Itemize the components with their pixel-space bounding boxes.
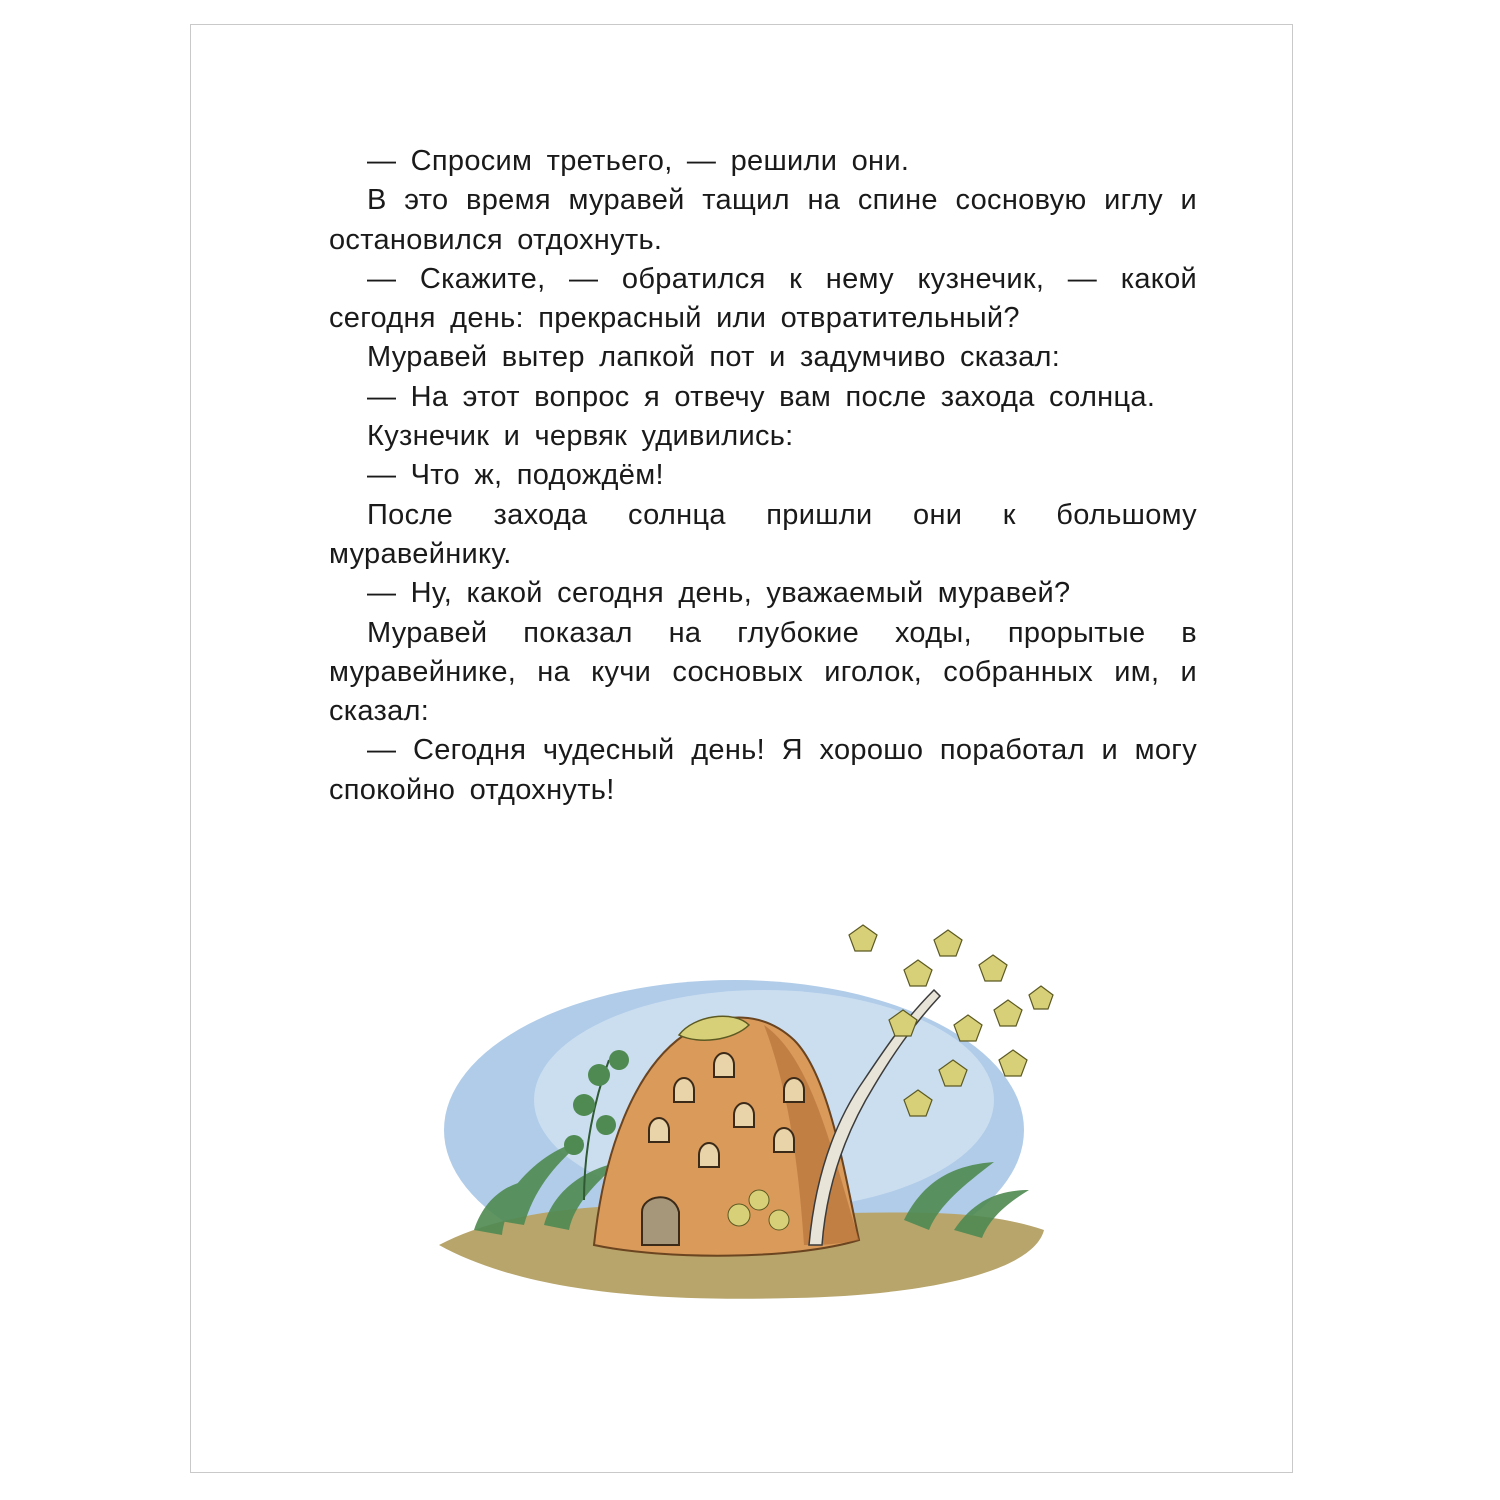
- paragraph: Муравей вытер лапкой пот и задумчиво сказал:: [367, 341, 1061, 374]
- book-page: [190, 24, 1293, 1473]
- paragraph: После захода солнца пришли они к большому муравейнику.: [329, 498, 1197, 570]
- anthill-door: [642, 1197, 679, 1245]
- anthill-illustration: [434, 900, 1054, 1320]
- paragraph: — Скажите, — обратился к нему кузнечик, — какой сегодня день: прекрасный или отвратительный?: [329, 262, 1197, 335]
- paragraph: — Что ж, подождём!: [367, 459, 664, 492]
- paragraph: Муравей показал на глубокие ходы, прорытые в муравейнике, на кучи сосновых иголок, собранных им, и сказал:: [329, 616, 1197, 728]
- paragraph: Кузнечик и червяк удивились:: [367, 420, 794, 453]
- paragraph: — Ну, какой сегодня день, уважаемый муравей?: [367, 577, 1071, 610]
- paragraph: — На этот вопрос я отвечу вам после захода солнца.: [367, 380, 1156, 413]
- paragraph: В это время муравей тащил на спине сосновую иглу и остановился отдохнуть.: [329, 184, 1197, 256]
- paragraph: — Спросим третьего, — решили они.: [367, 145, 910, 177]
- story-text: [329, 142, 1197, 810]
- paragraph: — Сегодня чудесный день! Я хорошо поработал и могу спокойно отдохнуть!: [329, 734, 1197, 806]
